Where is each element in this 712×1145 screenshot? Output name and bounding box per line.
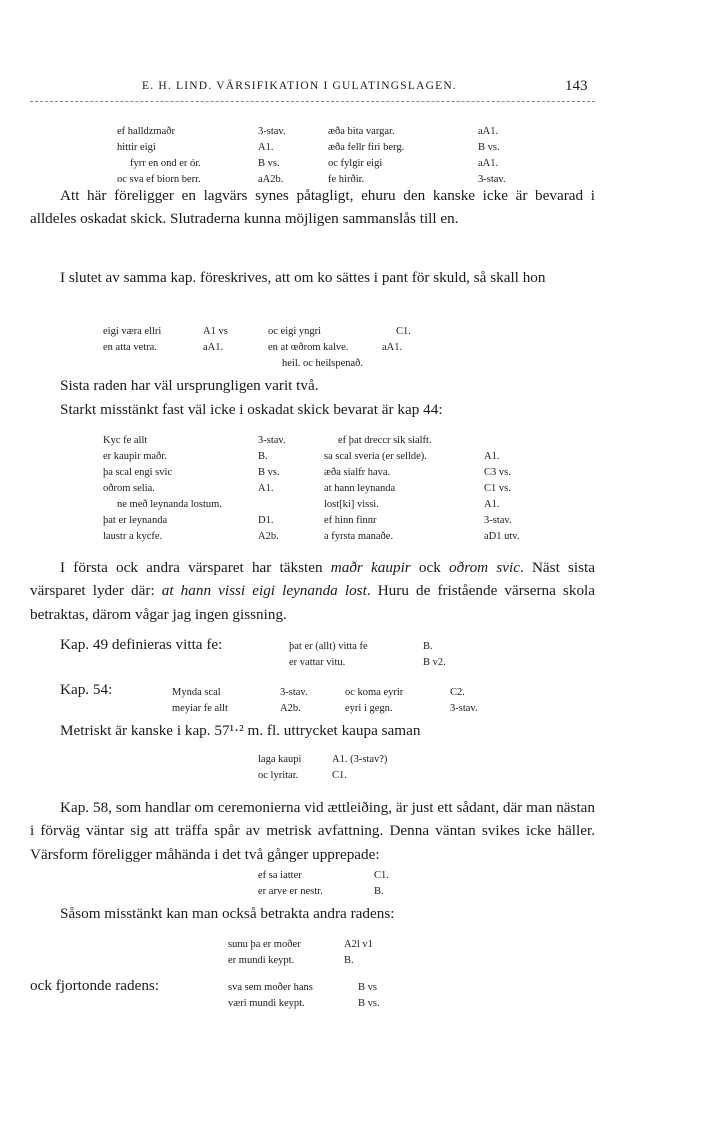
paragraph (30, 266, 595, 289)
verse-line: heil. oc heilspenað. (282, 358, 364, 369)
verse-line: þat er (allt) vitta fe (289, 641, 368, 652)
kap-label: Kap. 49 definieras vitta fe: (60, 636, 223, 653)
verse-line: æða bita vargar. (328, 126, 395, 137)
verse-meter: A2l v1 (344, 939, 373, 950)
paragraph (30, 556, 595, 626)
verse-line: fyrr en ond er ór. (130, 158, 201, 169)
verse-meter: A2b. (258, 531, 279, 542)
text-line: Såsom misstänkt kan man också betrakta andra radens: (60, 905, 395, 922)
verse-line: en at œðrom kalve. (268, 342, 349, 353)
verse-meter: B vs. (478, 142, 500, 153)
verse-line: fe hirðir. (328, 174, 365, 185)
verse-meter: A1. (484, 499, 500, 510)
verse-line: ne með leynanda lostum. (117, 499, 222, 510)
verse-line: en atta vetra. (103, 342, 157, 353)
text-line: ock fjortonde radens: (30, 977, 160, 994)
verse-meter: B vs (358, 982, 377, 993)
paragraph-text: ock (410, 559, 450, 576)
header-rule (30, 101, 595, 102)
text-line: Sista raden har väl ursprungligen varit två. (60, 377, 319, 394)
verse-meter: B vs. (358, 998, 380, 1009)
verse-meter: C1 vs. (484, 483, 511, 494)
verse-meter: A1 vs (203, 326, 228, 337)
verse-line: væri mundi keypt. (228, 998, 305, 1009)
verse-meter: C3 vs. (484, 467, 511, 478)
verse-line: ef hinn finnr (324, 515, 377, 526)
verse-line: laga kaupi (258, 754, 302, 765)
verse-line: Kyc fe allt (103, 435, 148, 446)
verse-line: a fyrsta manaðe. (324, 531, 394, 542)
verse-meter: A1. (484, 451, 500, 462)
verse-meter: B v2. (423, 657, 446, 668)
verse-meter: 3-stav. (258, 435, 286, 446)
verse-meter: D1. (258, 515, 274, 526)
verse-line: sa scal sveria (er sellde). (324, 451, 427, 462)
verse-meter: A1. (258, 483, 274, 494)
verse-line: oc koma eyrir (345, 687, 404, 698)
paragraph-text: I första ock andra värsparet har täksten (60, 559, 331, 576)
verse-line: lost[ki] vissi. (324, 499, 379, 510)
verse-line: ef halldzmaðr (117, 126, 176, 137)
verse-meter: 3-stav. (450, 703, 478, 714)
verse-meter: B vs. (258, 467, 280, 478)
verse-line: eyri i gegn. (345, 703, 393, 714)
verse-meter: B. (423, 641, 433, 652)
verse-line: eigi væra ellri (103, 326, 162, 337)
paragraph-text: Att här föreligger en lagvärs synes påtagligt, ehuru den kanske icke är bevarad i alldeles oskadat skick. Slutraderna kunna möjligen sammanslås till en. (30, 187, 595, 228)
verse-meter: 3-stav. (478, 174, 506, 185)
verse-meter: aA1. (478, 158, 499, 169)
page-number: 143 (565, 78, 588, 94)
quoted-phrase: maðr kaupir (330, 559, 411, 576)
kap-label: Kap. 54: (60, 681, 113, 698)
paragraph-text: . Huru de fristående värserna skola betraktas, därom vågar jag ingen gissning. (30, 582, 595, 623)
verse-line: laustr a kycfe. (103, 531, 163, 542)
verse-line: sunu þa er moðer (228, 939, 301, 950)
verse-line: þa scal engi svic (103, 467, 173, 478)
verse-line: oc eigi yngri (268, 326, 322, 337)
verse-line: er vattar vitu. (289, 657, 346, 668)
verse-line: æða fellr firi berg. (328, 142, 405, 153)
verse-line: þat er leynanda (103, 515, 168, 526)
verse-meter: C1. (396, 326, 411, 337)
paragraph (30, 796, 595, 866)
verse-meter: B. (374, 886, 384, 897)
text-line: Metriskt är kanske i kap. 57¹·² m. fl. uttrycket kaupa saman (60, 722, 421, 739)
paragraph-text: Kap. 58, som handlar om ceremonierna vid ættleiðing, är just ett sådant, där man nästan i förväg väntar sig att träffa spår av metrisk avfattning. Denna väntan svikes icke häller. Värsform föreligger måhända i det två gånger upprepade: (30, 799, 595, 863)
verse-meter: C1. (374, 870, 389, 881)
verse-meter: 3-stav. (280, 687, 308, 698)
verse-meter: 3-stav. (484, 515, 512, 526)
verse-meter: C1. (332, 770, 347, 781)
verse-line: oc lyritar. (258, 770, 299, 781)
verse-meter: aA1. (382, 342, 403, 353)
verse-line: sva sem moðer hans (228, 982, 313, 993)
verse-line: er arve er nestr. (258, 886, 323, 897)
verse-meter: C2. (450, 687, 465, 698)
verse-line: er mundi keypt. (228, 955, 295, 966)
verse-line: at hann leynanda (324, 483, 396, 494)
verse-meter: A1. (258, 142, 274, 153)
paragraph-text: I slutet av samma kap. föreskrives, att om ko sättes i pant för skuld, så skall hon (60, 269, 546, 286)
verse-line: meyiar fe allt (172, 703, 228, 714)
verse-line: hittir eigi (117, 142, 156, 153)
verse-line: Mynda scal (172, 687, 221, 698)
quoted-phrase: oðrom svic (449, 559, 520, 576)
paragraph (30, 184, 595, 231)
verse-line: er kaupir maðr. (103, 451, 167, 462)
verse-line: ef þat dreccr sik sialft. (338, 435, 432, 446)
verse-meter: aA2b. (258, 174, 284, 185)
verse-line: æða sialfr hava. (324, 467, 391, 478)
verse-meter: A1. (3-stav?) (332, 754, 388, 765)
text-line: Starkt misstänkt fast väl icke i oskadat skick bevarat är kap 44: (60, 401, 443, 418)
verse-meter: B. (258, 451, 268, 462)
verse-line: ef sa iatter (258, 870, 302, 881)
paragraph-text: . Näst sista värsparet lyder där: (30, 559, 596, 600)
running-title: E. H. LIND. VÄRSIFIKATION I GULATINGSLAGEN. (142, 80, 457, 92)
verse-meter: aA1. (478, 126, 499, 137)
verse-line: oðrom selia. (103, 483, 155, 494)
quoted-phrase: at hann vissi eigi leynanda lost (161, 582, 367, 600)
verse-meter: B vs. (258, 158, 280, 169)
verse-line: oc fylgir eigi (328, 158, 383, 169)
verse-meter: aD1 utv. (484, 531, 520, 542)
verse-meter: A2b. (280, 703, 301, 714)
verse-meter: aA1. (203, 342, 224, 353)
verse-meter: B. (344, 955, 354, 966)
verse-meter: 3-stav. (258, 126, 286, 137)
running-header (0, 80, 712, 100)
verse-line: oc sva ef biorn berr. (117, 174, 201, 185)
